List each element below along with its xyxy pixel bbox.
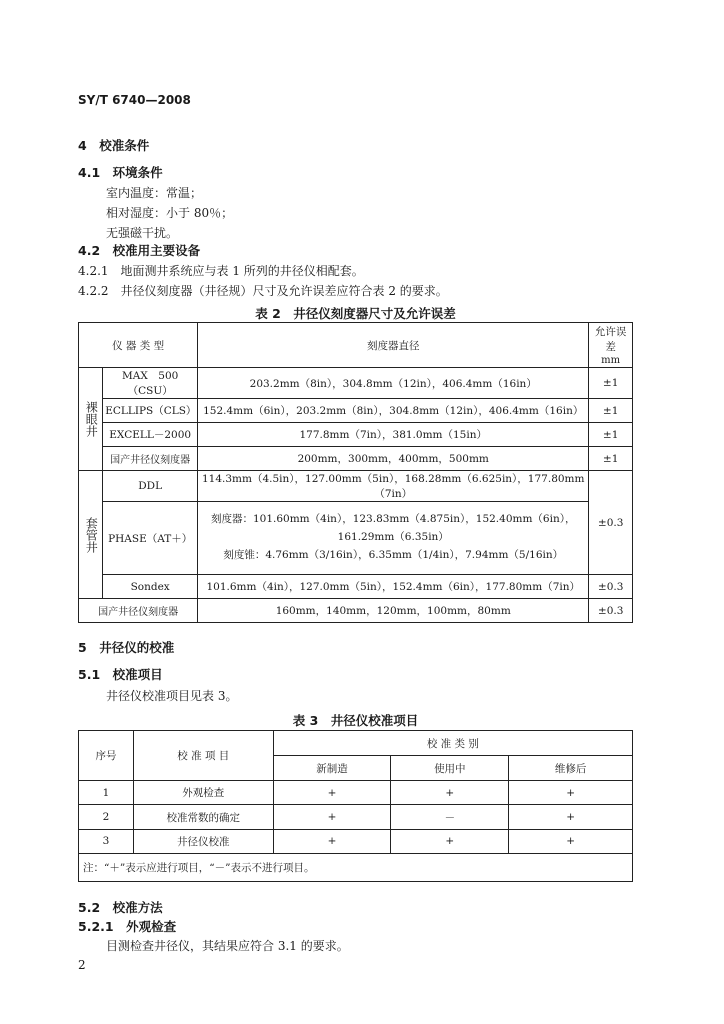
section-4-2-2: 4.2.2 井径仪刻度器（井径规）尺寸及允许误差应符合表 2 的要求。 (78, 284, 448, 298)
table-2-row-diameter: 114.3mm（4.5in），127.00mm（5in），168.28mm（6.625in），177.80mm（7in） (198, 471, 589, 502)
env-line-2: 相对湿度：小于 80％； (106, 206, 234, 220)
section-4-title: 4 校准条件 (78, 138, 150, 153)
table-3-cell-new: + (273, 805, 391, 829)
table-3-header-category: 校 准 类 别 (273, 731, 632, 756)
table-2-row-name: Sondex (103, 575, 198, 599)
table-2-row-name: 国产井径仪刻度器 (79, 599, 198, 623)
table-2-row-diameter: 152.4mm（6in），203.2mm（8in），304.8mm（12in），406.4mm（16in） (198, 399, 589, 423)
table-2-row-name: ECLLIPS（CLS） (103, 399, 198, 423)
table-2-row-name: PHASE（AT＋） (103, 502, 198, 575)
table-3-cell-item: 井径仪校准 (133, 829, 273, 853)
table-2-group-open-hole: 裸眼井 (79, 368, 103, 471)
table-3-cell-new: + (273, 829, 391, 853)
table-3-cell-item: 校准常数的确定 (133, 805, 273, 829)
table-2-header-tolerance: 允许误差 mm (589, 323, 633, 368)
table-3-cell-repair: + (509, 781, 633, 805)
table-3-header-new: 新制造 (273, 756, 391, 781)
table-2-row-diameter: 刻度器：101.60mm（4in），123.83mm（4.875in），152.40mm（6in），161.29mm（6.35in） 刻度锥：4.76mm（3/16in），6.35mm（1/4in），7.94mm（5/16in） (198, 502, 589, 575)
table-3-cell-no: 3 (79, 829, 134, 853)
document-code: SY/T 6740—2008 (78, 93, 191, 107)
table-2-row-tolerance: ±1 (589, 423, 633, 447)
table-2-row-diameter: 160mm，140mm，120mm，100mm，80mm (198, 599, 589, 623)
section-5-2-title: 5.2 校准方法 (78, 900, 163, 915)
table-3-header-no: 序号 (79, 731, 134, 781)
section-5-1-title: 5.1 校准项目 (78, 667, 163, 682)
table-2-group-cased-hole: 套管井 (79, 471, 103, 599)
table-3-cell-new: + (273, 781, 391, 805)
table-2-row-tolerance: ±1 (589, 399, 633, 423)
table-2 (78, 322, 633, 623)
table-3-cell-in-use: － (391, 805, 509, 829)
section-4-1-title: 4.1 环境条件 (78, 165, 163, 180)
table-2-header-instrument: 仪 器 类 型 (79, 323, 198, 368)
table-2-row-diameter: 101.6mm（4in），127.0mm（5in），152.4mm（6in），177.80mm（7in） (198, 575, 589, 599)
table-2-row-tolerance: ±1 (589, 368, 633, 399)
table-2-caption: 表 2 井径仪刻度器尺寸及允许误差 (255, 306, 456, 321)
table-2-row-name: MAX 500（CSU） (103, 368, 198, 399)
section-4-2-1: 4.2.1 地面测井系统应与表 1 所列的井径仪相配套。 (78, 264, 364, 278)
table-3-cell-no: 2 (79, 805, 134, 829)
env-line-1: 室内温度：常温； (106, 186, 203, 200)
table-2-row-diameter: 200mm，300mm，400mm，500mm (198, 447, 589, 471)
table-2-row-tolerance: ±0.3 (589, 575, 633, 599)
table-2-header-diameter: 刻度器直径 (198, 323, 589, 368)
section-4-2-title: 4.2 校准用主要设备 (78, 243, 201, 258)
table-2-row-tolerance: ±0.3 (589, 599, 633, 623)
table-2-row-tolerance: ±0.3 (589, 471, 633, 575)
table-2-row-diameter: 203.2mm（8in），304.8mm（12in），406.4mm（16in） (198, 368, 589, 399)
section-5-1-text: 井径仪校准项目见表 3。 (106, 689, 238, 703)
table-3-cell-in-use: + (391, 829, 509, 853)
table-3-cell-repair: + (509, 829, 633, 853)
table-3-cell-in-use: + (391, 781, 509, 805)
table-3-caption: 表 3 井径仪校准项目 (292, 713, 419, 728)
table-3-header-in-use: 使用中 (391, 756, 509, 781)
section-5-2-1-text: 目测检查井径仪，其结果应符合 3.1 的要求。 (106, 939, 349, 953)
table-3-cell-item: 外观检查 (133, 781, 273, 805)
table-3-header-repair: 维修后 (509, 756, 633, 781)
section-5-2-1-title: 5.2.1 外观检查 (78, 919, 177, 934)
table-3-header-item: 校 准 项 目 (133, 731, 273, 781)
table-2-row-tolerance: ±1 (589, 447, 633, 471)
table-3-cell-repair: + (509, 805, 633, 829)
page-number: 2 (78, 958, 86, 972)
table-2-row-name: EXCELL－2000 (103, 423, 198, 447)
table-3-cell-no: 1 (79, 781, 134, 805)
env-line-3: 无强磁干扰。 (106, 226, 179, 240)
table-2-row-name: DDL (103, 471, 198, 502)
table-2-row-name: 国产井径仪刻度器 (103, 447, 198, 471)
table-3-note: 注：“＋”表示应进行项目，“－”表示不进行项目。 (79, 853, 633, 881)
table-2-row-diameter: 177.8mm（7in），381.0mm（15in） (198, 423, 589, 447)
table-3 (78, 730, 633, 882)
section-5-title: 5 井径仪的校准 (78, 640, 175, 655)
